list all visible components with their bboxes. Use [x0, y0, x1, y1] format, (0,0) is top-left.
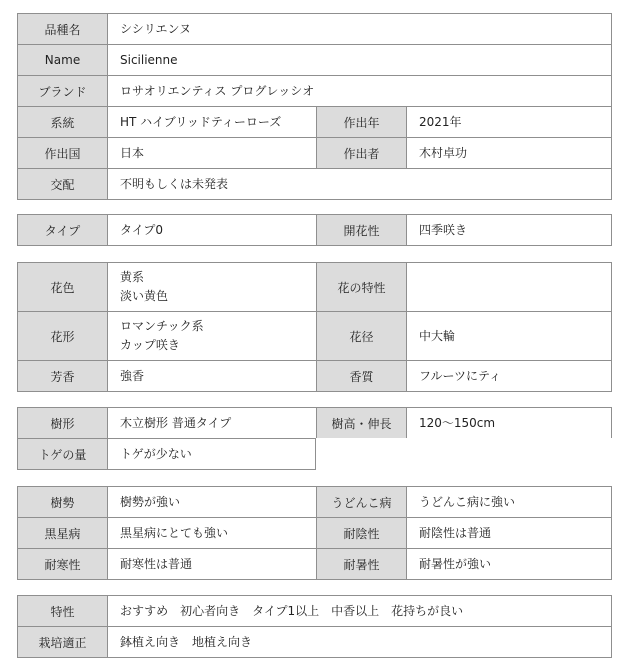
row-houkou	[17, 360, 612, 392]
characteristics-table	[17, 595, 612, 658]
row-keito	[17, 106, 612, 137]
label-kaikasei: 開花性	[317, 215, 407, 245]
row-toge	[17, 438, 316, 470]
row-kokuhan	[17, 517, 612, 548]
label-saibai: 栽培適正	[18, 627, 108, 657]
value-kakyou: 中大輪	[407, 312, 611, 360]
value-kakei-line1: ロマンチック系	[120, 319, 204, 333]
label-sakushutsunen: 作出年	[317, 107, 407, 137]
label-hinshu: 品種名	[18, 14, 108, 44]
value-kaikasei: 四季咲き	[407, 215, 611, 245]
row-kashoku	[17, 262, 612, 311]
label-taikan: 耐寒性	[18, 549, 108, 579]
value-hinshu: シシリエンヌ	[108, 14, 611, 44]
value-name: Sicilienne	[108, 45, 611, 75]
label-koushitsu: 香質	[317, 361, 407, 391]
value-koushitsu: フルーツにティ	[407, 361, 611, 391]
value-jukei: 木立樹形 普通タイプ	[108, 408, 317, 438]
label-kakyou: 花径	[317, 312, 407, 360]
type-table	[17, 214, 612, 246]
label-taisho: 耐暑性	[317, 549, 407, 579]
row-sakushutsukoku	[17, 137, 612, 168]
label-houkou: 芳香	[18, 361, 108, 391]
row-tokusei	[17, 595, 612, 626]
value-sakushutsunen: 2021年	[407, 107, 611, 137]
label-tokusei: 特性	[18, 596, 108, 626]
value-kouhai: 不明もしくは未発表	[108, 169, 611, 199]
value-kashoku	[108, 263, 317, 311]
value-kashoku-line2: 淡い黄色	[120, 289, 169, 303]
row-type	[17, 214, 612, 246]
value-sakushutsusha: 木村卓功	[407, 138, 611, 168]
label-sakushutsukoku: 作出国	[18, 138, 108, 168]
label-taiinsei: 耐陰性	[317, 518, 407, 548]
label-jusei: 樹勢	[18, 487, 108, 517]
value-sakushutsukoku: 日本	[108, 138, 317, 168]
value-jusei: 樹勢が強い	[108, 487, 317, 517]
tree-shape-table	[17, 407, 612, 470]
value-taisho: 耐暑性が強い	[407, 549, 611, 579]
value-brand: ロサオリエンティス プログレッシオ	[108, 76, 611, 106]
value-hananotokusei	[407, 263, 611, 311]
row-taikan	[17, 548, 612, 580]
row-saibai	[17, 626, 612, 658]
resistance-table	[17, 486, 612, 580]
label-toge: トゲの量	[18, 439, 108, 469]
value-houkou: 強香	[108, 361, 317, 391]
value-type: タイプ0	[108, 215, 317, 245]
value-kokuhan: 黒星病にとても強い	[108, 518, 317, 548]
value-taikan: 耐寒性は普通	[108, 549, 317, 579]
label-sakushutsusha: 作出者	[317, 138, 407, 168]
label-udonko: うどんこ病	[317, 487, 407, 517]
value-saibai: 鉢植え向き 地植え向き	[108, 627, 611, 657]
label-kashoku: 花色	[18, 263, 108, 311]
value-toge: トゲが少ない	[108, 439, 315, 469]
row-jukei	[17, 407, 612, 438]
row-hinshu	[17, 13, 612, 44]
value-jukou: 120〜150cm	[407, 408, 611, 438]
value-udonko: うどんこ病に強い	[407, 487, 611, 517]
label-keito: 系統	[18, 107, 108, 137]
flower-table	[17, 262, 612, 392]
label-type: タイプ	[18, 215, 108, 245]
label-jukei: 樹形	[18, 408, 108, 438]
label-kouhai: 交配	[18, 169, 108, 199]
label-brand: ブランド	[18, 76, 108, 106]
row-brand	[17, 75, 612, 106]
value-kashoku-line1: 黄系	[120, 270, 145, 284]
row-kakei	[17, 311, 612, 360]
row-jusei	[17, 486, 612, 517]
value-kakei-line2: カップ咲き	[120, 338, 180, 352]
row-name	[17, 44, 612, 75]
row-kouhai	[17, 168, 612, 200]
label-name: Name	[18, 45, 108, 75]
label-kokuhan: 黒星病	[18, 518, 108, 548]
label-jukou: 樹高・伸長	[317, 408, 407, 438]
label-hananotokusei: 花の特性	[317, 263, 407, 311]
value-taiinsei: 耐陰性は普通	[407, 518, 611, 548]
value-keito: HT ハイブリッドティーローズ	[108, 107, 317, 137]
value-tokusei: おすすめ 初心者向き タイプ1以上 中香以上 花持ちが良い	[108, 596, 611, 626]
value-kakei	[108, 312, 317, 360]
basic-info-table	[17, 13, 612, 200]
label-kakei: 花形	[18, 312, 108, 360]
